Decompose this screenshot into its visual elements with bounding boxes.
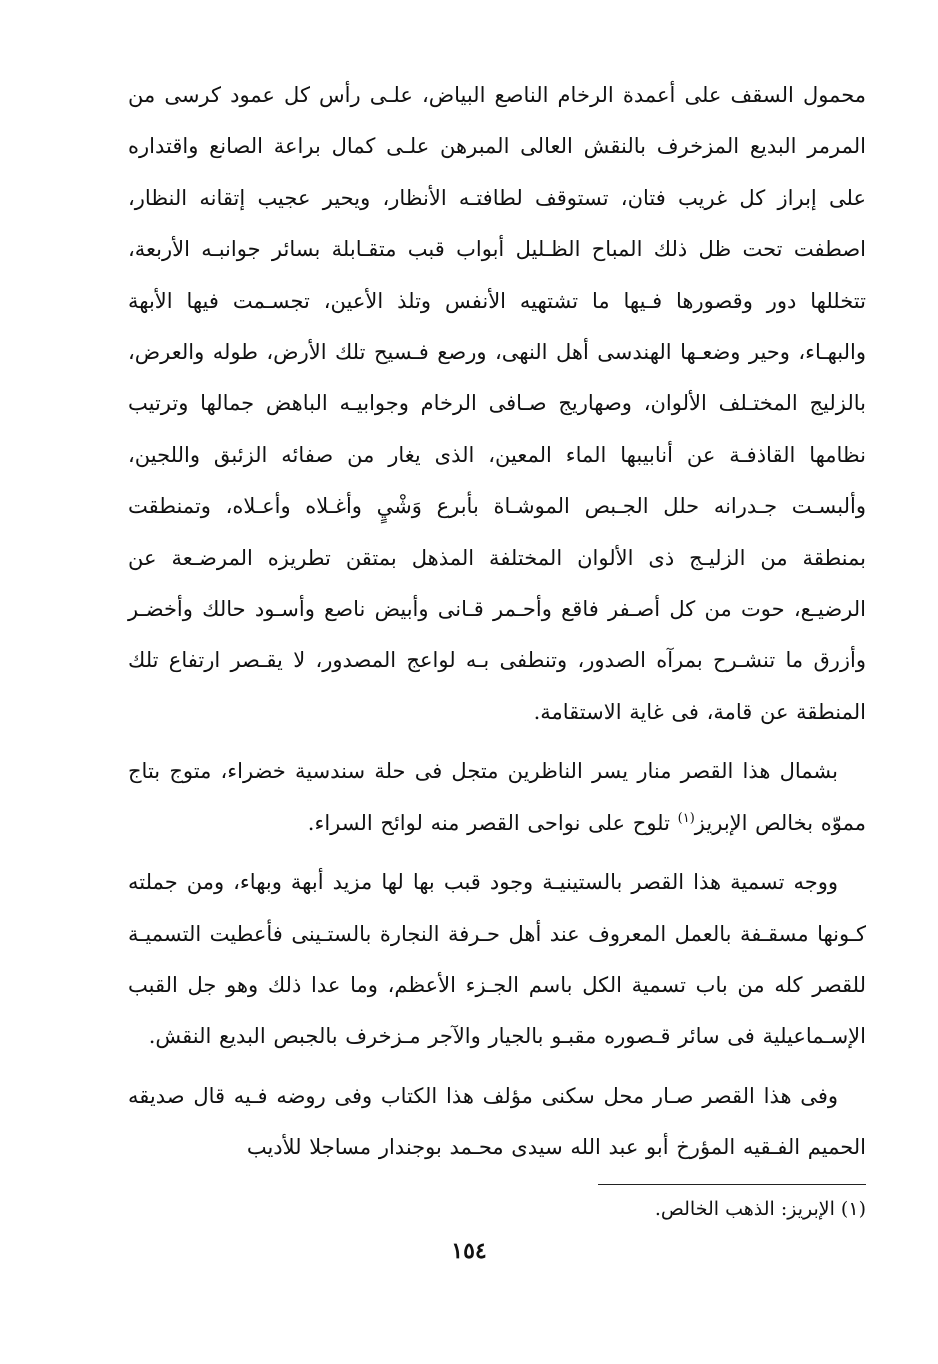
page-body	[128, 70, 866, 1174]
paragraph-2-text-b: تلوح على نواحى القصر منه لوائح السراء.	[307, 810, 678, 835]
page-number: ١٥٤	[451, 1238, 487, 1264]
paragraph-2-text-a: بشمال هذا القصر منار يسر الناظرين متجل فى حلة سندسية خضراء، متوج بتاج مموّه بخالص الإبريز	[128, 759, 866, 835]
paragraph-4: وفى هذا القصر صـار محل سكنى مؤلف هذا الكتاب وفى روضه فـيه قال صديقه الحميم الفـقيه المؤرخ أبو عبد الله سيدى محـمد بوجندار مساجلا للأديب	[128, 1083, 866, 1160]
footnote-marker: (١)	[677, 810, 695, 826]
paragraph-2	[128, 746, 866, 849]
paragraph-1: محمول السقف على أعمدة الرخام الناصع البياض، علـى رأس كل عمود كرسى من المرمر البديع المزخرف بالنقش العالى المبرهن علـى كمال براعة الصانع واقتداره على إبراز كل غريب فتان، تستوقف لطافتـه الأنظار، ويحير عجيب إتقانه النظار، اصطفت تحت ظل ذلك المباح الظـليل أبواب قبب متقـابلة بسائر جوانبـه الأربعة، تتخللها دور وقصورها فـيها ما تشتهيه الأنفس وتلذ الأعين، تجسـمت فيها الأبهة والبهـاء، وحير وضعـها الهندسى أهل النهى، ورصع فـسيح تلك الأرض، طوله والعرض، بالزليج المختـلف الألوان، وصهاريج صـافى الرخام وجوابيـه الباهض جمالها وترتيب نظامها القاذفـة عن أنابيبها الماء المعين، الذى يغار من صفائه الزئبق واللجين، وألبسـت جـدرانه حلل الجـبص الموشـاة بأبرع وَشْيٍ وأغـلاه وأعـلاه، وتمنطقت بمنطقة من الزليـج ذى الألوان المختلفة المذهل بمتقن تطريزه المرضـعة عن الرضيـع، حوت من كل أصـفر فاقع وأحـمر قـانى وأبيض ناصع وأسـود حالك وأخضـر وأزرق ما تنشـرح بمرآه الصدور، وتنطفى بـه لواعج المصدور، لا يقـصر ارتفاع تلك المنطقة عن قامة، فى غاية الاستقامة.	[128, 83, 866, 724]
footnote-separator	[598, 1184, 866, 1185]
paragraph-3: ووجه تسمية هذا القصر بالستينيـة وجود قبب بها لها مزيد أبهة وبهاء، ومن جملته كـونها مسقـفة بالعمل المعروف عند أهل حـرفة النجارة بالستـينى فأعطيت التسميـة للقصر كله من باب تسمية الكل باسم الجـزء الأعظم، وما عدا ذلك وهو جل القبب الإسـماعيلية فى سائر قـصوره مقبـو بالجيار والآجر مـزخرف بالجبص البديع النقش.	[128, 870, 867, 1049]
footnote: (١) الإبريز: الذهب الخالص.	[654, 1198, 866, 1220]
